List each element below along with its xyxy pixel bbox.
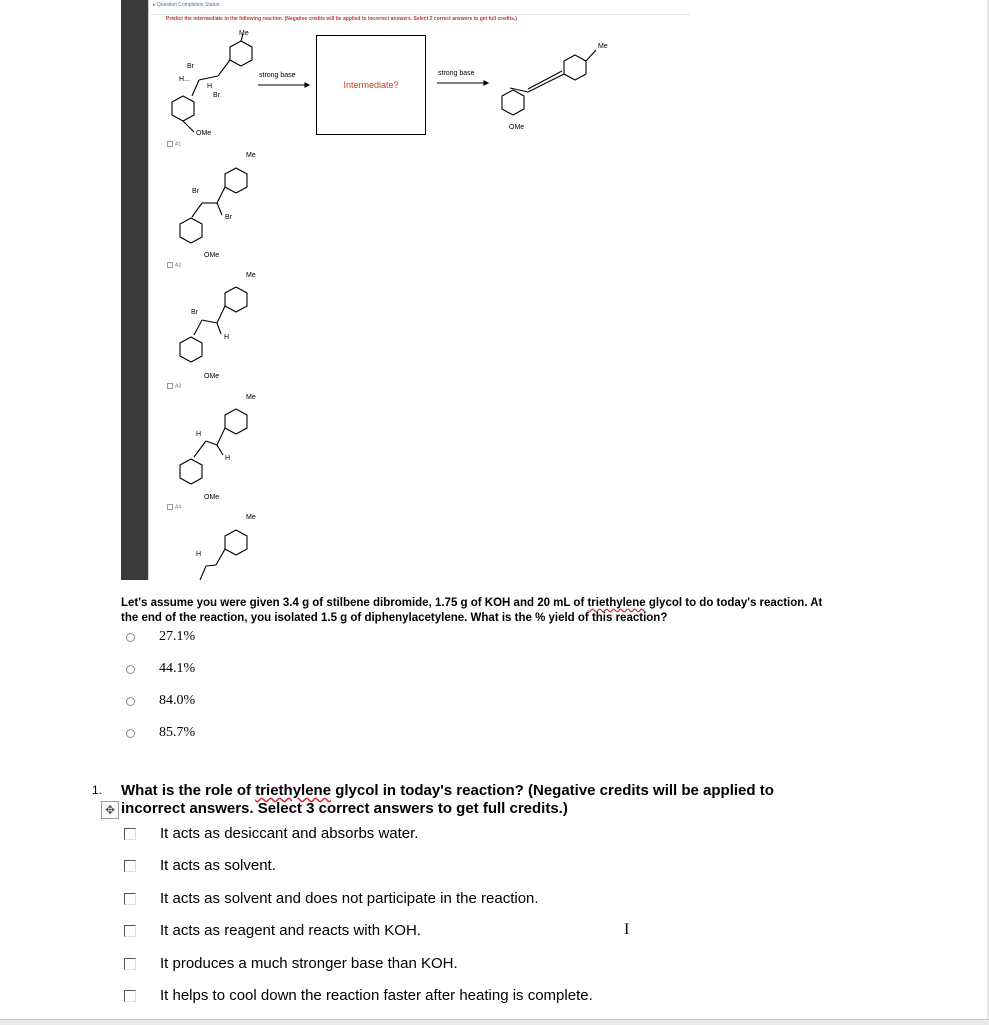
role-option-4[interactable] bbox=[124, 922, 421, 939]
question-completion-status-link[interactable]: ▸ Question Completion Status: bbox=[153, 2, 221, 8]
move-handle-icon[interactable]: ✥ bbox=[101, 801, 119, 819]
option-a2[interactable] bbox=[167, 262, 181, 268]
role-option-2-checkbox[interactable] bbox=[124, 860, 136, 872]
br-label-start-2: Br bbox=[213, 92, 220, 99]
a1-br-label-2: Br bbox=[225, 214, 232, 221]
role-option-1-checkbox[interactable] bbox=[124, 828, 136, 840]
option-a4-checkbox[interactable] bbox=[167, 504, 173, 510]
yield-option-1[interactable] bbox=[126, 629, 195, 645]
h-label-start-2: H bbox=[207, 83, 213, 90]
yield-question-misspelled-word: triethylene bbox=[587, 597, 646, 609]
role-option-6-label: It helps to cool down the reaction faster after heating is complete. bbox=[160, 987, 593, 1004]
a2-ring-top bbox=[225, 287, 247, 312]
role-option-6-checkbox[interactable] bbox=[124, 990, 136, 1002]
a2-ome-label: OMe bbox=[204, 373, 220, 380]
a3-ring-bottom bbox=[180, 459, 202, 484]
yield-option-3-label: 84.0% bbox=[159, 693, 196, 708]
a3-h-label-2: H bbox=[225, 455, 231, 462]
ome-label-product: OMe bbox=[509, 124, 525, 131]
option-a1-label: A1 bbox=[175, 141, 182, 148]
intermediate-label: Intermediate? bbox=[343, 80, 399, 90]
yield-option-4-radio[interactable] bbox=[126, 729, 135, 738]
intermediate-box bbox=[316, 35, 426, 135]
a3-me-label: Me bbox=[246, 394, 256, 401]
yield-option-4[interactable] bbox=[126, 725, 195, 741]
option-a1[interactable] bbox=[167, 141, 181, 147]
role-option-4-label: It acts as reagent and reacts with KOH. bbox=[160, 922, 421, 939]
role-option-6[interactable] bbox=[124, 987, 593, 1004]
a4-ring-top bbox=[225, 530, 247, 555]
ring-bottom-product bbox=[502, 90, 524, 115]
question-1-part2: glycol in today's reaction? (Negative credits will be applied to bbox=[331, 782, 774, 799]
ring-top-product bbox=[564, 55, 586, 80]
yield-option-3-radio[interactable] bbox=[126, 697, 135, 706]
ring-bottom-start bbox=[172, 96, 194, 121]
status-divider bbox=[150, 14, 690, 15]
yield-option-1-radio[interactable] bbox=[126, 633, 135, 642]
br-label-start: Br bbox=[187, 63, 194, 70]
yield-option-1-label: 27.1% bbox=[159, 629, 196, 644]
option-a4-label: A4 bbox=[175, 504, 182, 511]
role-option-3-label: It acts as solvent and does not participate in the reaction. bbox=[160, 890, 539, 907]
a2-me-label: Me bbox=[246, 272, 256, 279]
a1-ring-top bbox=[225, 168, 247, 193]
me-label-start: Me bbox=[239, 30, 249, 37]
a3-ome-label: OMe bbox=[204, 494, 220, 501]
a4-me-label: Me bbox=[246, 514, 256, 521]
embedded-question-text: Predict the intermediate in the following reaction. (Negative credits will be applied to incorrect answers. Select 2 correct answers to get full credits.) bbox=[166, 16, 517, 22]
text-cursor-icon: I bbox=[624, 921, 630, 938]
a1-ome-label: OMe bbox=[204, 252, 220, 259]
option-a3-label: A3 bbox=[175, 383, 182, 390]
role-option-5-label: It produces a much stronger base than KOH. bbox=[160, 955, 458, 972]
role-option-1[interactable] bbox=[124, 825, 418, 842]
yield-question-part2: glycol to do today's reaction. At the end of the reaction, you isolated 1.5 g of diphenylacetylene. What is the % yield of this reaction? bbox=[121, 597, 823, 624]
role-option-2[interactable] bbox=[124, 857, 276, 874]
a2-br-label: Br bbox=[191, 309, 198, 316]
role-option-5[interactable] bbox=[124, 955, 458, 972]
yield-question-part1: Let's assume you were given 3.4 g of stilbene dibromide, 1.75 g of KOH and 20 mL of bbox=[121, 597, 588, 609]
ring-top-start bbox=[230, 41, 252, 66]
question-1-part1: What is the role of bbox=[121, 782, 256, 799]
role-option-3-checkbox[interactable] bbox=[124, 893, 136, 905]
option-a2-checkbox[interactable] bbox=[167, 262, 173, 268]
a3-ring-top bbox=[225, 409, 247, 434]
horizontal-scrollbar[interactable] bbox=[0, 1019, 989, 1025]
role-option-2-label: It acts as solvent. bbox=[160, 857, 276, 874]
question-1-text bbox=[121, 782, 841, 818]
a2-ring-bottom bbox=[180, 337, 202, 362]
option-a4[interactable] bbox=[167, 504, 181, 510]
h-label-start: H... bbox=[179, 76, 190, 83]
yield-option-4-label: 85.7% bbox=[159, 725, 196, 740]
role-option-5-checkbox[interactable] bbox=[124, 958, 136, 970]
question-1-misspelled-word: triethylene bbox=[255, 782, 332, 799]
me-label-product: Me bbox=[598, 43, 608, 50]
yield-option-2-radio[interactable] bbox=[126, 665, 135, 674]
yield-option-2-label: 44.1% bbox=[159, 661, 196, 676]
a1-br-label: Br bbox=[192, 188, 199, 195]
role-option-1-label: It acts as desiccant and absorbs water. bbox=[160, 825, 419, 842]
arrow2-label: strong base bbox=[438, 70, 475, 77]
option-a1-checkbox[interactable] bbox=[167, 141, 173, 147]
option-a3-checkbox[interactable] bbox=[167, 383, 173, 389]
arrow1-label: strong base bbox=[259, 72, 296, 79]
question-1-number: 1. bbox=[92, 783, 103, 797]
yield-option-3[interactable] bbox=[126, 693, 195, 709]
yield-option-2[interactable] bbox=[126, 661, 195, 677]
question-1-part3: incorrect answers. Select 3 correct answers to get full credits.) bbox=[121, 800, 568, 817]
a2-h-label: H bbox=[224, 334, 230, 341]
ome-label-start: OMe bbox=[196, 130, 212, 137]
a4-h-label: H bbox=[196, 551, 202, 558]
a3-h-label: H bbox=[196, 431, 202, 438]
option-a2-label: A2 bbox=[175, 262, 182, 269]
a1-ring-bottom bbox=[180, 218, 202, 243]
yield-question-text bbox=[121, 596, 841, 626]
option-a3[interactable] bbox=[167, 383, 181, 389]
embedded-sidebar bbox=[121, 0, 148, 580]
a1-me-label: Me bbox=[246, 152, 256, 159]
role-option-4-checkbox[interactable] bbox=[124, 925, 136, 937]
role-option-3[interactable] bbox=[124, 890, 539, 907]
embedded-sidebar-divider bbox=[148, 0, 149, 580]
